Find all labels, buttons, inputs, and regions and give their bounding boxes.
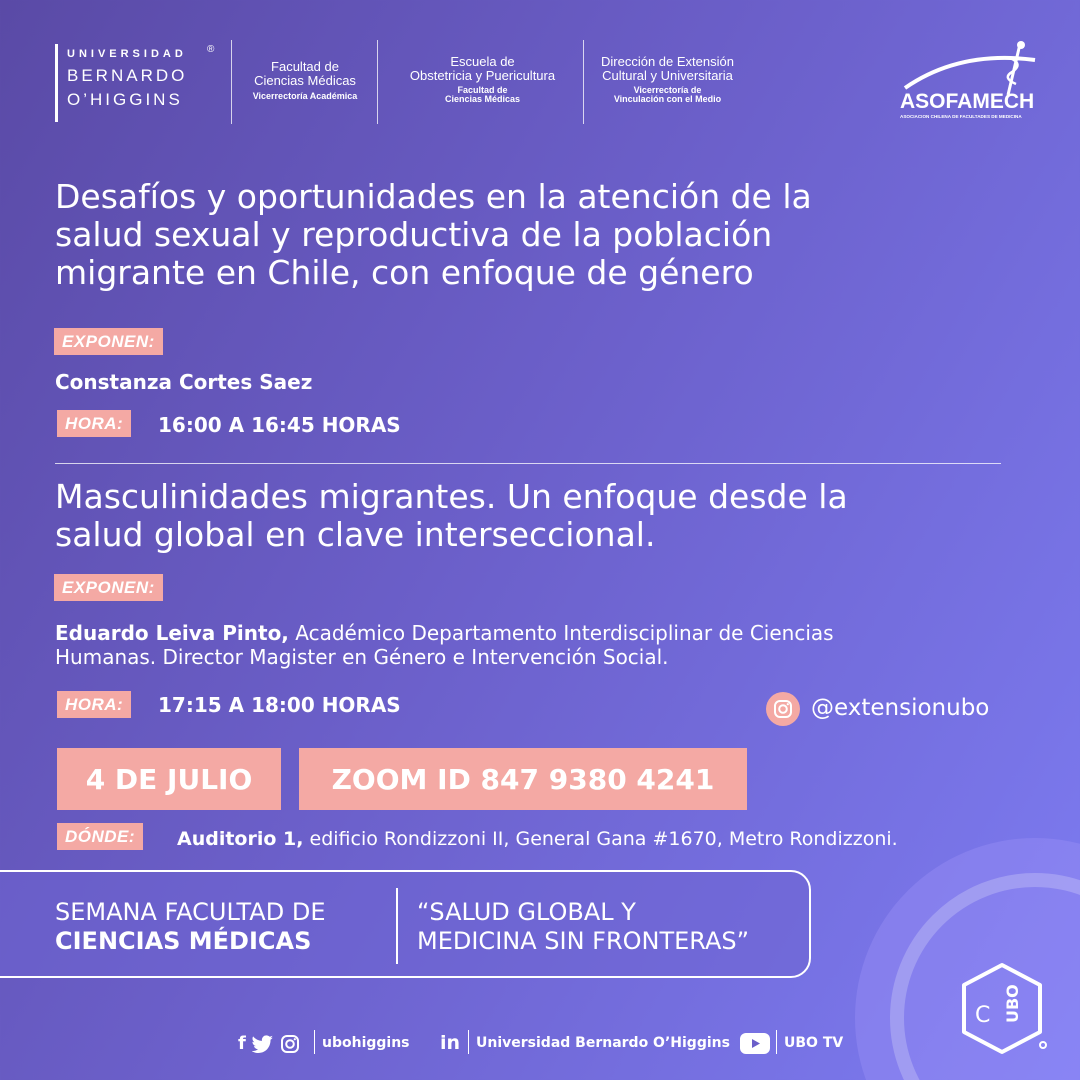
talk2-title-line: salud global en clave interseccional. <box>55 514 656 554</box>
talk2-hora-tag: HORA: <box>57 691 131 718</box>
direccion-sub1: Vicerrectoría de <box>633 84 702 95</box>
event-theme-line1: “SALUD GLOBAL Y <box>417 898 636 926</box>
caduceus-icon <box>900 40 1040 95</box>
facultad-logo <box>240 60 370 101</box>
talk2-hora: 17:15 A 18:00 HORAS <box>158 693 401 717</box>
asofamech-sub: ASOCIACION CHILENA DE FACULTADES DE MEDICINA <box>900 114 1022 119</box>
talk1-exponen-tag: EXPONEN: <box>54 328 163 355</box>
ubo-logo-line3: O’HIGGINS <box>67 90 183 109</box>
escuela-line2: Obstetricia y Puericultura <box>409 68 556 84</box>
svg-text:UBO: UBO <box>1003 984 1022 1023</box>
social-divider <box>776 1030 777 1054</box>
escuela-sub1: Facultad de <box>457 84 508 95</box>
twitter-icon[interactable] <box>252 1035 274 1053</box>
instagram-icon[interactable] <box>280 1034 300 1054</box>
donde-address: edificio Rondizzoni II, General Gana #1670, Metro Rondizzoni. <box>303 828 898 850</box>
header-divider <box>377 40 378 124</box>
ubo-logo-line2: BERNARDO <box>67 66 188 85</box>
event-theme <box>417 898 749 956</box>
talk2-title-line: Masculinidades migrantes. Un enfoque desde la <box>55 477 848 516</box>
social-icons-group <box>238 1033 300 1054</box>
header-divider <box>583 40 584 124</box>
section-divider <box>55 463 1001 464</box>
header-divider <box>231 40 232 124</box>
facebook-icon[interactable]: f <box>238 1033 246 1054</box>
ubo-logo <box>55 44 220 124</box>
talk1-title-line: Desafíos y oportunidades en la atención de la <box>55 177 812 216</box>
direccion-logo <box>590 55 745 105</box>
direccion-sub2: Vinculación con el Medio <box>613 94 722 105</box>
talk2-speaker-name: Eduardo Leiva Pinto, <box>55 621 289 645</box>
talk2-title <box>55 478 1035 554</box>
talk2-speaker-desc: Académico Departamento Interdisciplinar de Ciencias <box>288 621 834 645</box>
talk2-exponen-tag: EXPONEN: <box>54 574 163 601</box>
donde-tag: DÓNDE: <box>57 823 143 850</box>
direccion-line1: Dirección de Extensión <box>601 54 734 69</box>
youtube-name[interactable]: UBO TV <box>784 1035 844 1051</box>
ubo-cube-logo <box>955 960 1050 1060</box>
instagram-handle[interactable]: @extensionubo <box>811 695 990 721</box>
facultad-line2: Ciencias Médicas <box>254 73 356 89</box>
talk1-hora-tag: HORA: <box>57 410 131 437</box>
social-handle[interactable]: ubohiggins <box>322 1035 410 1051</box>
escuela-logo <box>390 55 575 105</box>
asofamech-name: ASOFAMECH <box>900 90 1035 113</box>
talk2-speaker <box>55 621 1035 669</box>
date-box: 4 DE JULIO <box>57 748 281 810</box>
social-divider <box>314 1030 315 1054</box>
zoom-box[interactable]: ZOOM ID 847 9380 4241 <box>299 748 747 810</box>
instagram-icon[interactable] <box>766 692 800 726</box>
registered-mark: ® <box>207 44 215 55</box>
social-divider <box>468 1030 469 1054</box>
facultad-sub: Vicerrectoría Académica <box>252 90 358 101</box>
event-theme-line2: MEDICINA SIN FRONTERAS” <box>417 926 750 955</box>
talk1-title-line: salud sexual y reproductiva de la población <box>55 214 773 254</box>
youtube-icon[interactable] <box>740 1033 770 1054</box>
donde-text <box>177 828 898 850</box>
talk1-title-line: migrante en Chile, con enfoque de género <box>55 252 754 292</box>
event-name-line2: CIENCIAS MÉDICAS <box>55 926 312 955</box>
facultad-line1: Facultad de <box>271 59 339 74</box>
talk2-speaker-desc: Humanas. Director Magister en Género e Intervención Social. <box>55 645 669 669</box>
linkedin-icon[interactable]: in <box>440 1032 461 1054</box>
talk1-title <box>55 178 1035 292</box>
ubo-logo-line1: UNIVERSIDAD <box>67 48 187 60</box>
svg-text:C: C <box>975 1003 991 1028</box>
event-name-line1: SEMANA FACULTAD DE <box>55 898 326 926</box>
escuela-line1: Escuela de <box>450 54 515 69</box>
linkedin-name[interactable]: Universidad Bernardo O’Higgins <box>476 1035 730 1051</box>
event-name <box>55 898 325 956</box>
donde-place: Auditorio 1, <box>177 828 304 850</box>
talk1-speaker: Constanza Cortes Saez <box>55 370 313 394</box>
banner-divider <box>396 888 398 964</box>
direccion-line2: Cultural y Universitaria <box>602 68 733 84</box>
escuela-sub2: Ciencias Médicas <box>444 94 521 105</box>
talk1-hora: 16:00 A 16:45 HORAS <box>158 413 401 437</box>
asofamech-logo <box>900 40 1040 125</box>
